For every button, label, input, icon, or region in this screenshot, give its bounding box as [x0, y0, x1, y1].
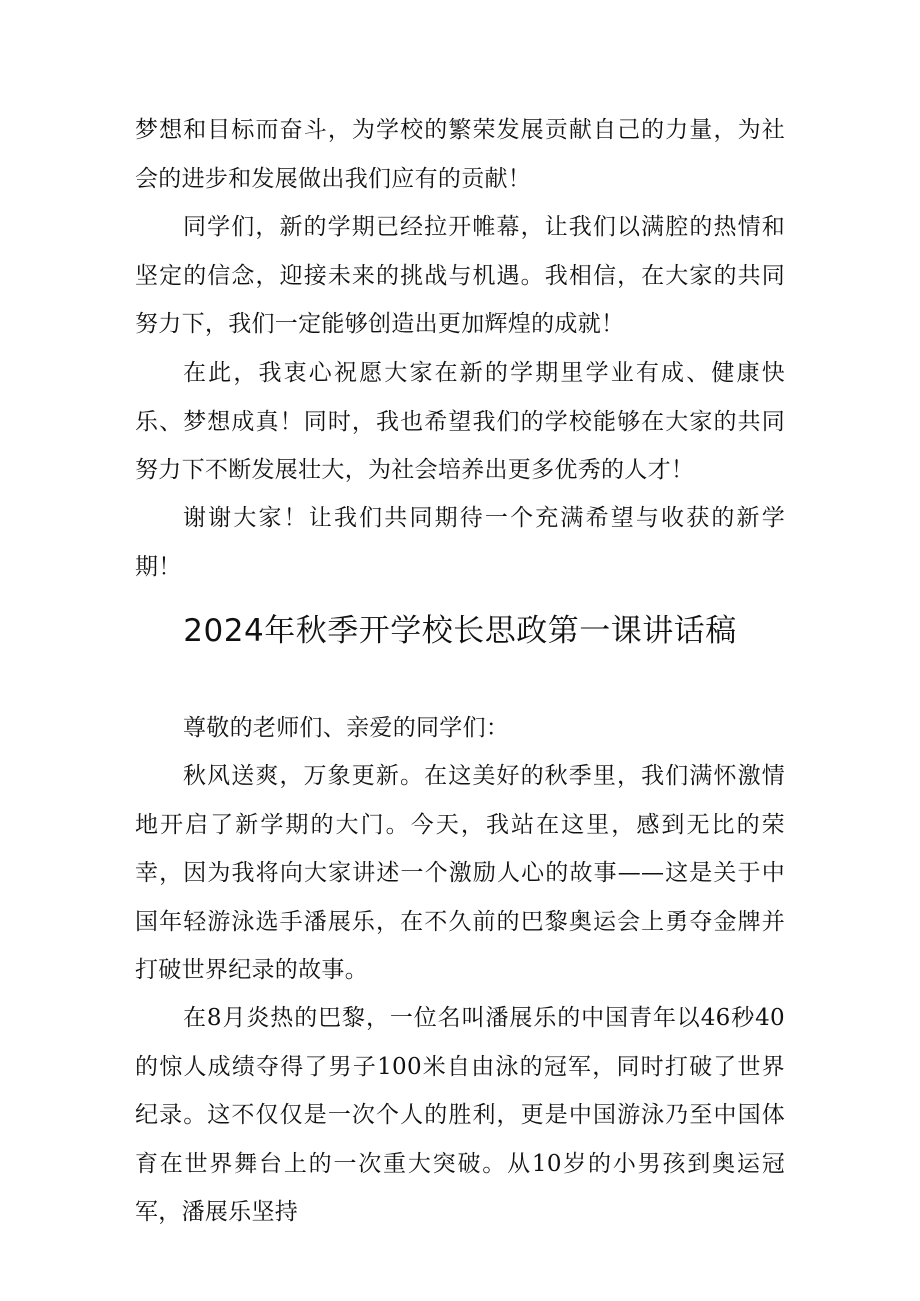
paragraph-new-semester: 同学们，新的学期已经拉开帷幕，让我们以满腔的热情和坚定的信念，迎接未来的挑战与机遇。我相信，在大家的共同努力下，我们一定能够创造出更加辉煌的成就！ — [135, 214, 785, 337]
paragraph-continuation: 梦想和目标而奋斗，为学校的繁荣发展贡献自己的力量，为社会的进步和发展做出我们应有的贡献！ — [135, 117, 785, 192]
greeting: 尊敬的老师们、亲爱的同学们： — [183, 715, 510, 741]
paragraph-paris-story: 在8月炎热的巴黎，一位名叫潘展乐的中国青年以46秒40的惊人成绩夺得了男子100米自由泳的冠军，同时打破了世界纪录。这不仅仅是一次个人的胜利，更是中国游泳乃至中国体育在世界舞台上的一次重大突破。从10岁的小男孩到奥运冠军，潘展乐坚持 — [135, 1005, 785, 1225]
paragraph-intro: 秋风送爽，万象更新。在这美好的秋季里，我们满怀激情地开启了新学期的大门。今天，我站在这里，感到无比的荣幸，因为我将向大家讲述一个激励人心的故事——这是关于中国年轻游泳选手潘展乐，在不久前的巴黎奥运会上勇夺金牌并打破世界纪录的故事。 — [135, 763, 785, 983]
document-title: 2024年秋季开学校长思政第一课讲话稿 — [183, 613, 737, 649]
paragraph-wishes: 在此，我衷心祝愿大家在新的学期里学业有成、健康快乐、梦想成真！同时，我也希望我们的学校能够在大家的共同努力下不断发展壮大，为社会培养出更多优秀的人才！ — [135, 360, 785, 483]
paragraph-thanks: 谢谢大家！让我们共同期待一个充满希望与收获的新学期！ — [135, 505, 785, 580]
